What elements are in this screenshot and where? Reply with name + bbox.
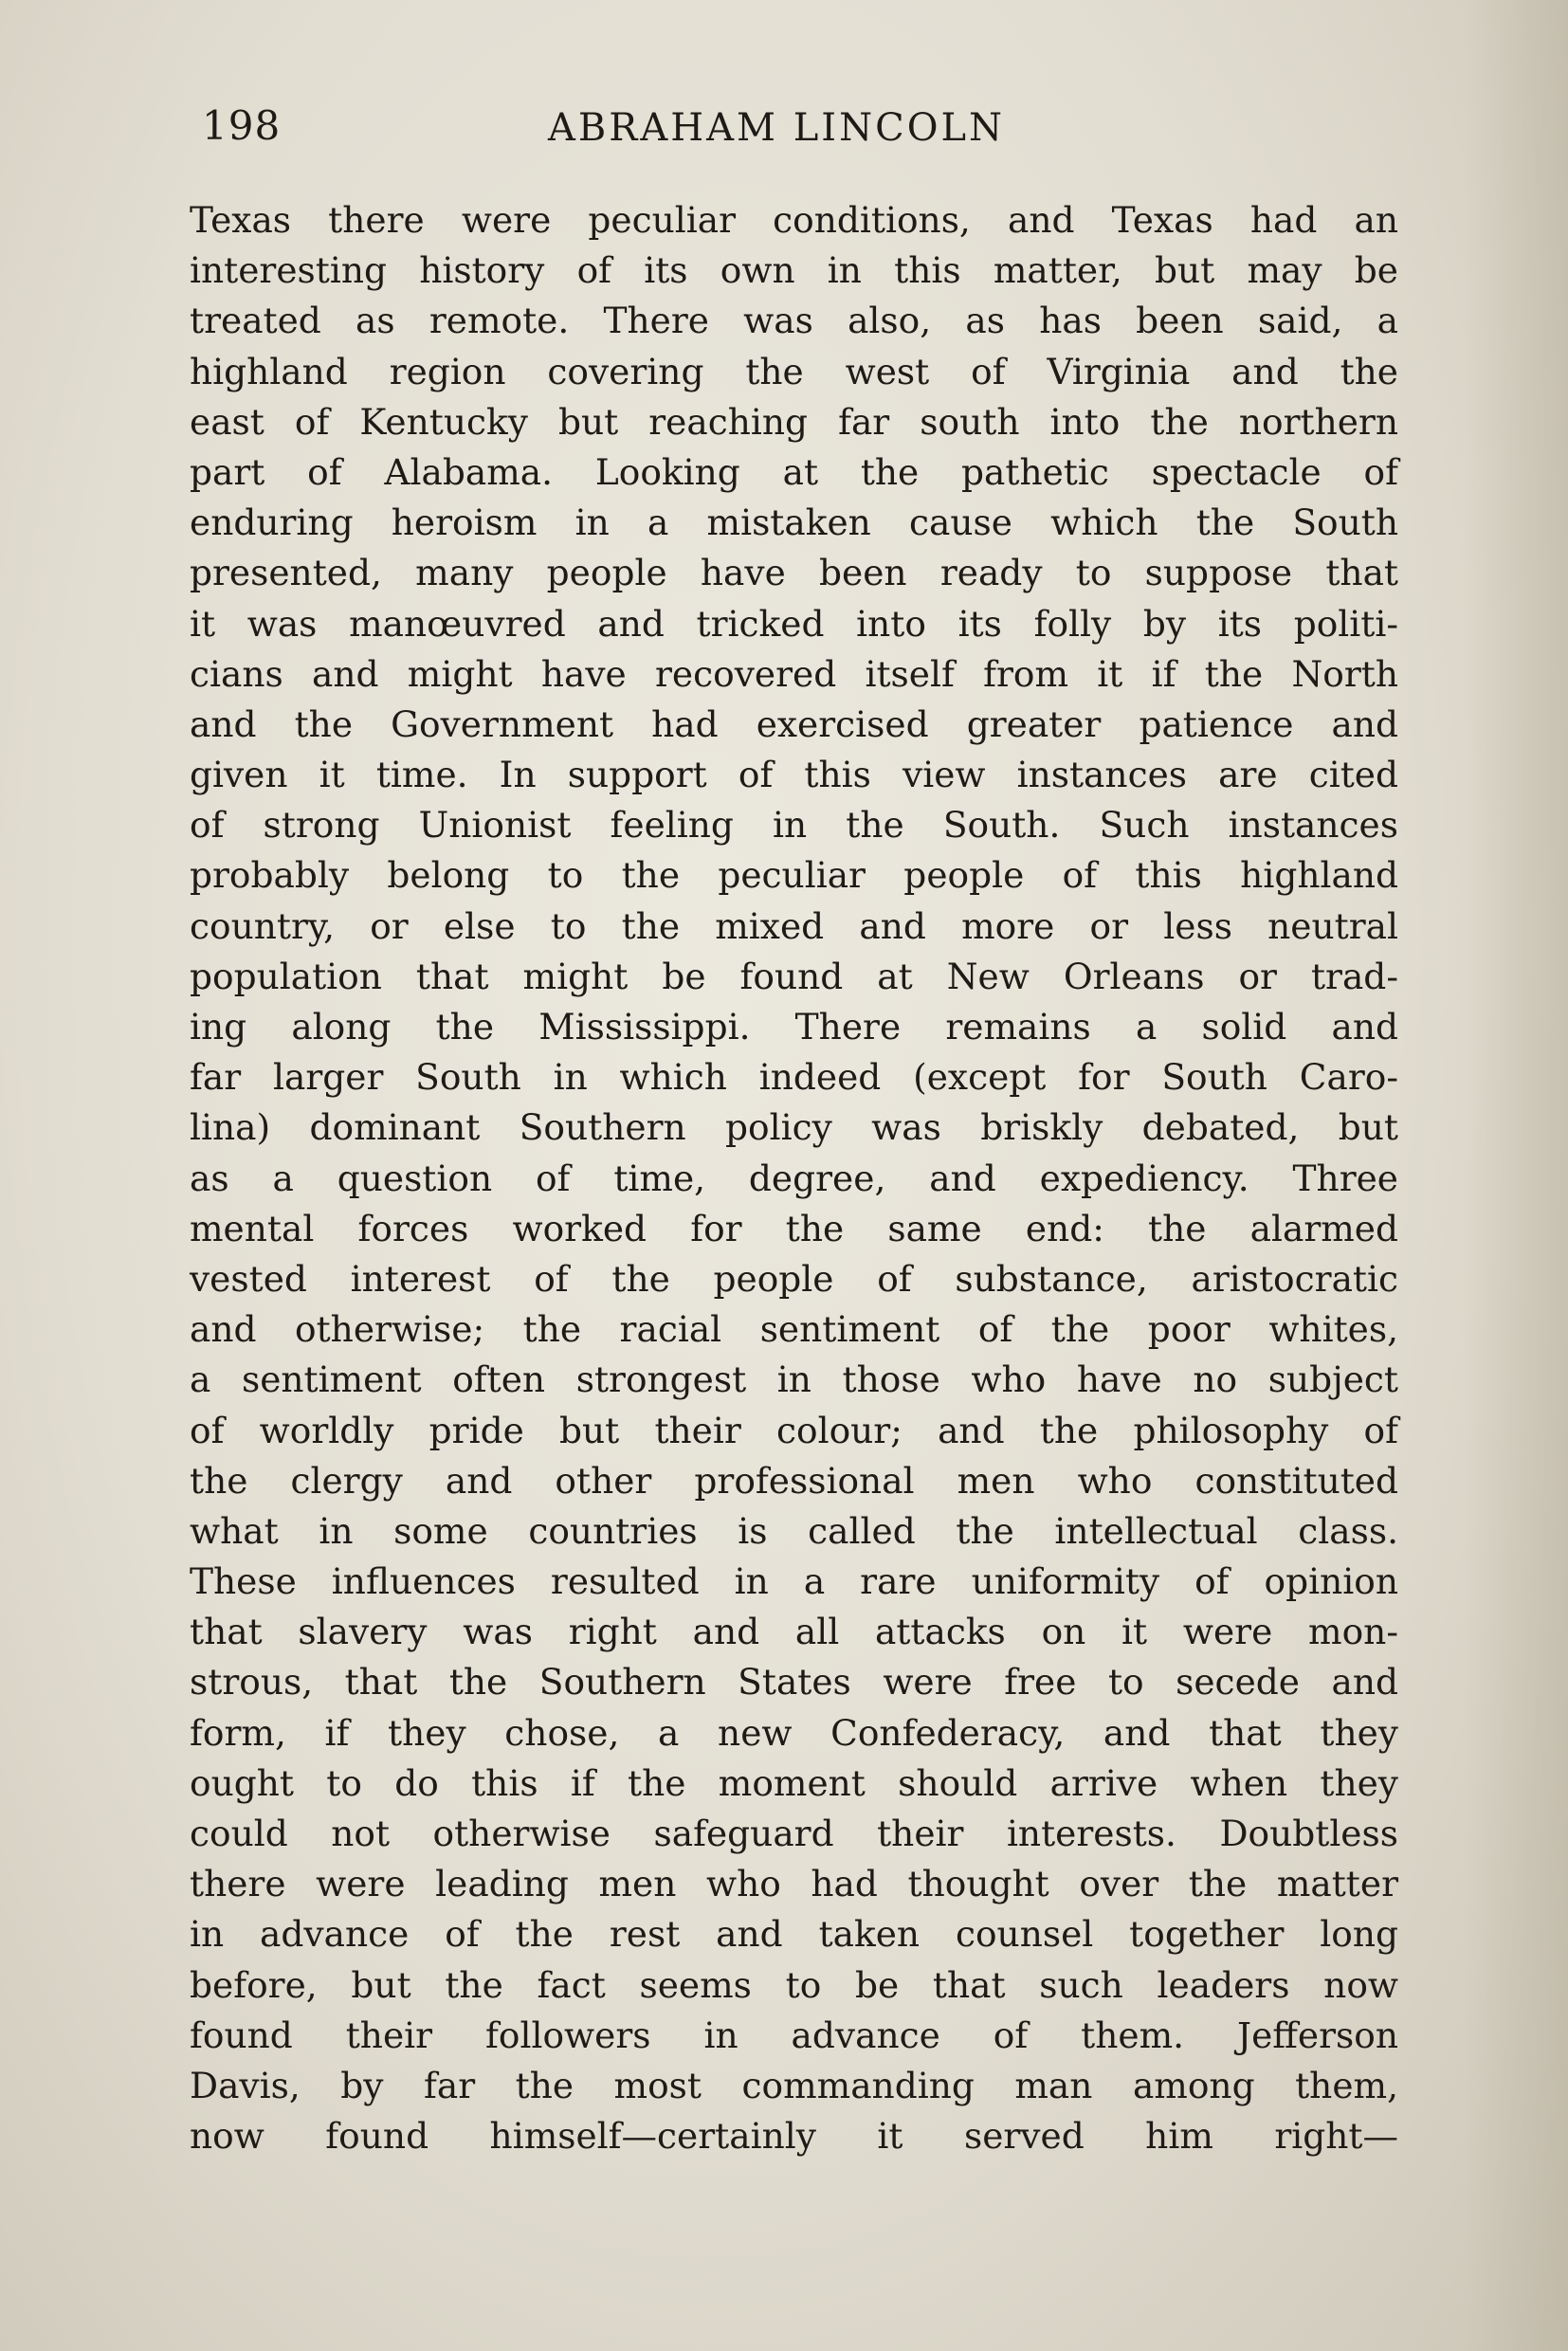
- text-line: as a question of time, degree, and expediency. Three: [190, 1157, 1398, 1199]
- text-line: found their followers in advance of them. Jefferson: [190, 2014, 1398, 2056]
- page-number: 198: [202, 102, 282, 149]
- text-line: treated as remote. There was also, as has been said, a: [190, 300, 1398, 342]
- text-line: Texas there were peculiar conditions, and Texas had an: [190, 199, 1398, 241]
- running-title: ABRAHAM LINCOLN: [548, 106, 1006, 150]
- text-line: in advance of the rest and taken counsel together long: [190, 1913, 1398, 1956]
- text-line: presented, many people have been ready to suppose that: [190, 552, 1398, 594]
- text-line: enduring heroism in a mistaken cause which the South: [190, 501, 1398, 544]
- text-line: far larger South in which indeed (except for South Caro-: [190, 1056, 1398, 1099]
- text-line: now found himself—certainly it served him right—: [190, 2115, 1398, 2158]
- running-head: [202, 102, 1401, 159]
- text-line: ought to do this if the moment should arrive when they: [190, 1761, 1398, 1804]
- text-line: part of Alabama. Looking at the pathetic spectacle of: [190, 450, 1398, 493]
- text-line: These influences resulted in a rare uniformity of opinion: [190, 1560, 1398, 1603]
- text-line: cians and might have recovered itself from it if the North: [190, 652, 1398, 695]
- text-line: mental forces worked for the same end: the alarmed: [190, 1207, 1398, 1249]
- text-line: highland region covering the west of Virginia and the: [190, 350, 1398, 392]
- text-line: population that might be found at New Orleans or trad-: [190, 955, 1398, 997]
- text-line: given it time. In support of this view instances are cited: [190, 754, 1398, 796]
- text-line: could not otherwise safeguard their interests. Doubtless: [190, 1813, 1398, 1854]
- text-line: the clergy and other professional men who constituted: [190, 1459, 1398, 1502]
- text-line: east of Kentucky but reaching far south into the northern: [190, 400, 1398, 443]
- text-line: strous, that the Southern States were free to secede and: [190, 1661, 1398, 1704]
- text-line: lina) dominant Southern policy was briskly debated, but: [190, 1106, 1398, 1149]
- text-line: and the Government had exercised greater patience and: [190, 702, 1398, 745]
- text-line: form, if they chose, a new Confederacy, and that they: [190, 1711, 1398, 1754]
- text-line: it was manœuvred and tricked into its folly by its politi-: [190, 602, 1398, 645]
- text-line: probably belong to the peculiar people of this highland: [190, 854, 1398, 897]
- text-line: vested interest of the people of substance, aristocratic: [190, 1257, 1398, 1300]
- text-line: there were leading men who had thought over the matter: [190, 1863, 1398, 1905]
- text-line: ing along the Mississippi. There remains a solid and: [190, 1006, 1398, 1048]
- text-line: before, but the fact seems to be that such leaders now: [190, 1963, 1398, 2006]
- text-line: of strong Unionist feeling in the South. Such instances: [190, 804, 1398, 847]
- text-line: what in some countries is called the intellectual class.: [190, 1509, 1398, 1552]
- body-text: [190, 195, 1398, 2161]
- text-line: country, or else to the mixed and more or less neutral: [190, 904, 1398, 947]
- text-line: of worldly pride but their colour; and the philosophy of: [190, 1409, 1398, 1451]
- text-line: interesting history of its own in this matter, but may be: [190, 249, 1398, 292]
- text-line: and otherwise; the racial sentiment of the poor whites,: [190, 1308, 1398, 1351]
- text-line: Davis, by far the most commanding man among them,: [190, 2064, 1398, 2106]
- text-line: that slavery was right and all attacks on it were mon-: [190, 1611, 1398, 1653]
- text-line: a sentiment often strongest in those who have no subject: [190, 1358, 1398, 1401]
